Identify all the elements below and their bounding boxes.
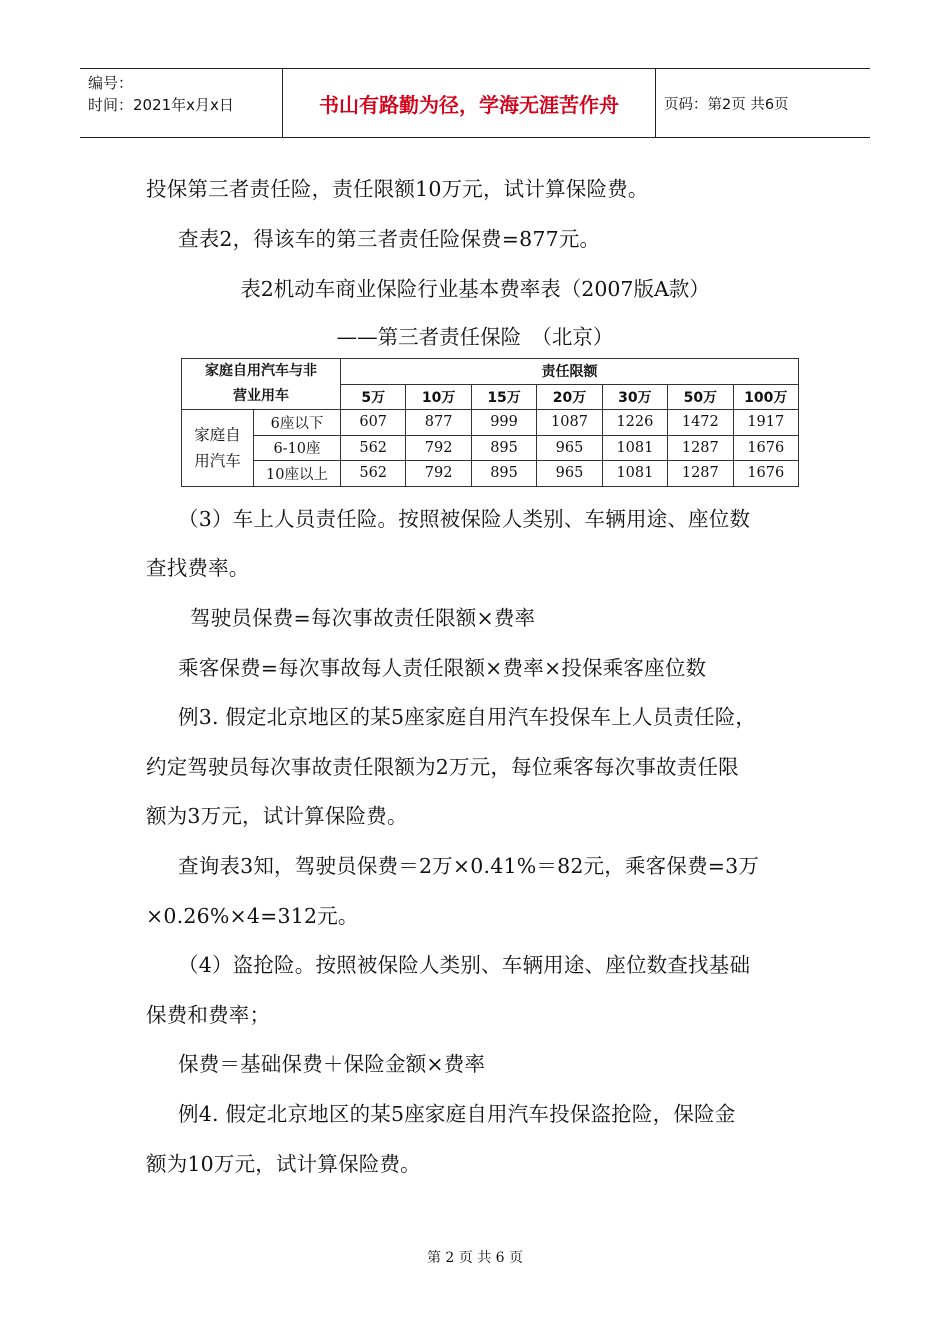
table-cell: 965 [537, 461, 602, 487]
paragraph: 额为10万元，试计算保险费。 [146, 1152, 421, 1176]
row-label: 10座以上 [254, 461, 341, 487]
header-page-info: 页码：第2页 共6页 [664, 96, 789, 113]
table-cell: 562 [341, 435, 406, 461]
paragraph: 查找费率。 [146, 556, 250, 580]
column-header: 20万 [537, 384, 602, 410]
paragraph: 例3. 假定北京地区的某5座家庭自用汽车投保车上人员责任险， [178, 705, 757, 729]
table-cell: 1087 [537, 410, 602, 436]
column-header: 10万 [406, 384, 471, 410]
table-cell: 562 [341, 461, 406, 487]
row-group-label: 家庭自 用汽车 [182, 410, 254, 487]
column-header: 5万 [341, 384, 406, 410]
table-cell: 1676 [733, 435, 798, 461]
table-subtitle: ——第三者责任保险 （北京） [336, 325, 614, 349]
table-cell: 965 [537, 435, 602, 461]
rate-table [181, 358, 799, 487]
table-cell: 792 [406, 461, 471, 487]
paragraph: 保费和费率； [146, 1003, 271, 1027]
table-cell: 1081 [602, 461, 667, 487]
column-header: 15万 [471, 384, 536, 410]
table-cell: 1081 [602, 435, 667, 461]
paragraph: ×0.26%×4=312元。 [146, 904, 359, 928]
table-cell: 1287 [668, 435, 733, 461]
column-header: 100万 [733, 384, 798, 410]
table-cell: 895 [471, 461, 536, 487]
column-header: 50万 [668, 384, 733, 410]
page-header [80, 68, 870, 138]
paragraph: 查询表3知，驾驶员保费＝2万×0.41%＝82元，乘客保费=3万 [178, 854, 760, 878]
paragraph: （3）车上人员责任险。按照被保险人类别、车辆用途、座位数 [178, 507, 751, 531]
table-group-header: 责任限额 [341, 359, 799, 385]
document-number: 编号： [88, 74, 134, 92]
table-row [182, 410, 799, 436]
table-cell: 1226 [602, 410, 667, 436]
paragraph: （4）盗抢险。按照被保险人类别、车辆用途、座位数查找基础 [178, 953, 751, 977]
table-cell: 895 [471, 435, 536, 461]
table-corner-header: 家庭自用汽车与非 营业用车 [182, 359, 341, 410]
formula: 驾驶员保费=每次事故责任限额×费率 [190, 606, 536, 630]
table-cell: 877 [406, 410, 471, 436]
paragraph: 例4. 假定北京地区的某5座家庭自用汽车投保盗抢险，保险金 [178, 1102, 736, 1126]
table-cell: 1676 [733, 461, 798, 487]
row-label: 6座以下 [254, 410, 341, 436]
paragraph: 查表2，得该车的第三者责任险保费=877元。 [178, 227, 601, 251]
table-cell: 1472 [668, 410, 733, 436]
table-cell: 1287 [668, 461, 733, 487]
table-cell: 1917 [733, 410, 798, 436]
document-date: 时间：2021年x月x日 [88, 96, 234, 114]
table-row [182, 461, 799, 487]
paragraph: 投保第三者责任险，责任限额10万元，试计算保险费。 [146, 177, 649, 201]
header-meta [80, 69, 283, 137]
formula: 乘客保费=每次事故每人责任限额×费率×投保乘客座位数 [178, 656, 707, 680]
page-footer: 第 2 页 共 6 页 [426, 1250, 524, 1266]
table-cell: 607 [341, 410, 406, 436]
formula: 保费＝基础保费＋保险金额×费率 [178, 1052, 486, 1076]
table-cell: 999 [471, 410, 536, 436]
row-label: 6-10座 [254, 435, 341, 461]
table-title: 表2机动车商业保险行业基本费率表（2007版A款） [240, 277, 710, 301]
table-cell: 792 [406, 435, 471, 461]
paragraph: 额为3万元，试计算保险费。 [146, 804, 408, 828]
paragraph: 约定驾驶员每次事故责任限额为2万元，每位乘客每次事故责任限 [146, 755, 739, 779]
column-header: 30万 [602, 384, 667, 410]
table-row [182, 435, 799, 461]
header-motto: 书山有路勤为径，学海无涯苦作舟 [283, 69, 656, 137]
